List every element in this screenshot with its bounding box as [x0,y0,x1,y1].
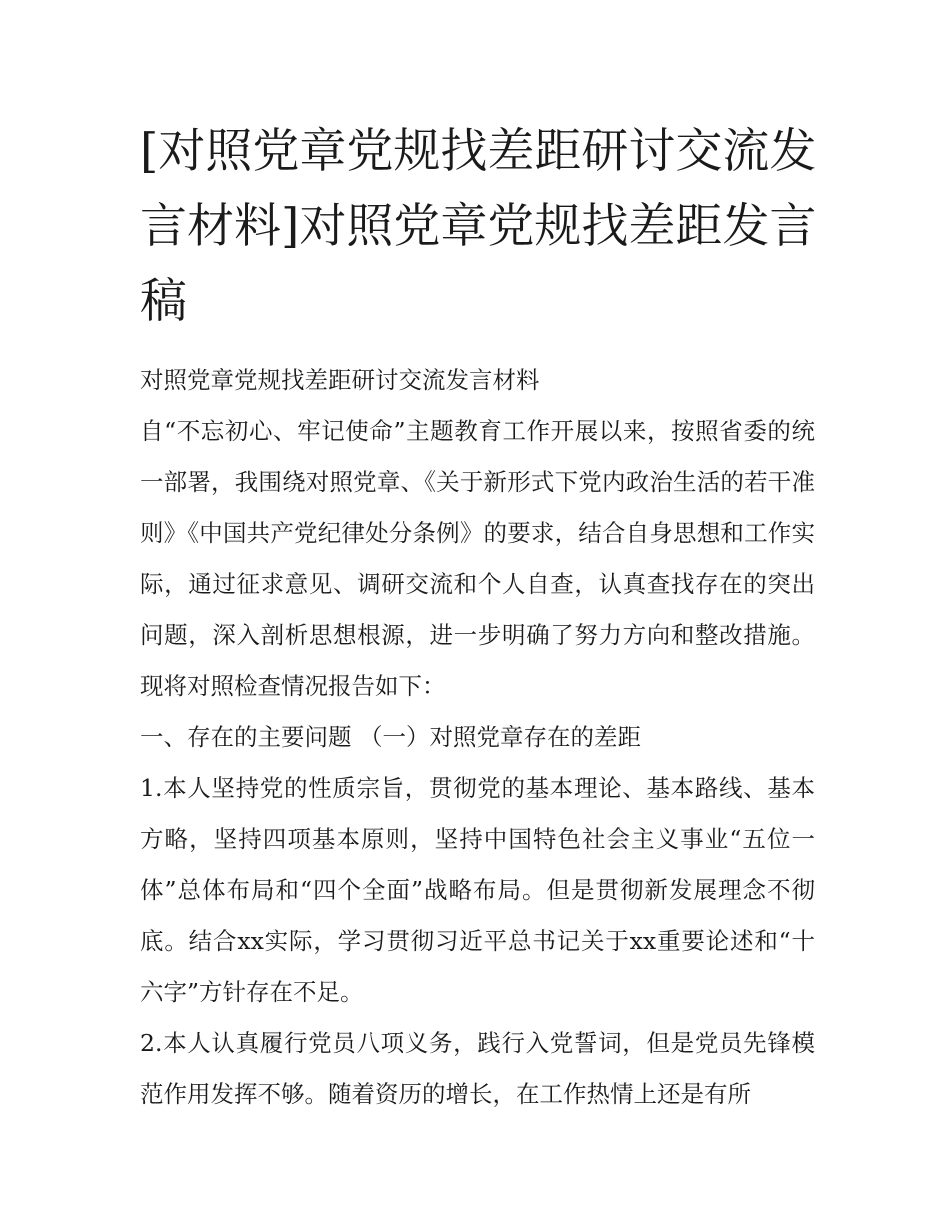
item-2-paragraph: 2.本人认真履行党员八项义务，践行入党誓词，但是党员先锋模范作用发挥不够。随着资历的增长，在工作热情上还是有所 [140,1029,815,1108]
section-heading: 一、存在的主要问题 （一）对照党章存在的差距 [140,723,641,751]
subtitle-paragraph: 对照党章党规找差距研讨交流发言材料 [140,366,540,394]
document-body [140,355,815,1120]
intro-paragraph: 自“不忘初心、牢记使命”主题教育工作开展以来，按照省委的统一部署，我围绕对照党章、《关于新形式下党内政治生活的若干准则》《中国共产党纪律处分条例》的要求，结合自身思想和工作实际，通过征求意见、调研交流和个人自查，认真查找存在的突出问题，深入剖析思想根源，进一步明确了努力方向和整改措施。现将对照检查情况报告如下： [140,417,815,700]
document-title: [对照党章党规找差距研讨交流发言材料]对照党章党规找差距发言稿 [140,124,817,329]
item-1-paragraph: 1.本人坚持党的性质宗旨，贯彻党的基本理论、基本路线、基本方略，坚持四项基本原则，坚持中国特色社会主义事业“五位一体”总体布局和“四个全面”战略布局。但是贯彻新发展理念不彻底。结合xx实际，学习贯彻习近平总书记关于xx重要论述和“十六字”方针存在不足。 [140,774,815,1006]
